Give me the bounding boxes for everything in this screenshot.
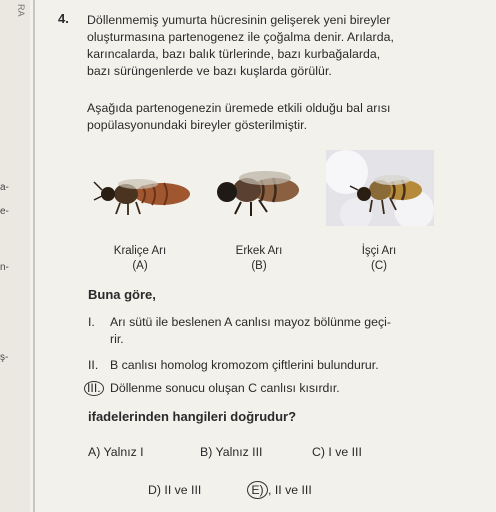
lead-text: Buna göre, <box>88 287 156 302</box>
prompt-line: Aşağıda partenogenezin üremede etkili olduğu bal arısı <box>87 101 391 115</box>
margin-mark: e- <box>0 206 9 217</box>
intro-paragraph <box>87 12 467 80</box>
margin-mark: a- <box>0 182 9 193</box>
option-d[interactable] <box>148 483 201 497</box>
option-letter-circled: E) <box>247 481 268 499</box>
prompt-paragraph <box>87 100 467 134</box>
option-b[interactable] <box>200 445 262 459</box>
bee-label-worker <box>339 244 419 274</box>
prompt-line: popülasyonundaki bireyler gösterilmiştir. <box>87 118 308 132</box>
option-e[interactable] <box>250 481 312 499</box>
bee-letter: (C) <box>371 260 387 272</box>
statement-text: Arı sütü ile beslenen A canlısı mayoz bölünme geçi- <box>110 315 391 329</box>
option-text: , II ve III <box>268 483 312 497</box>
drone-bee-icon <box>205 166 313 220</box>
bee-name: Erkek Arı <box>235 245 283 257</box>
option-letter: D) <box>148 483 161 497</box>
margin-mark: n- <box>0 262 9 273</box>
worker-bee-icon <box>326 150 434 226</box>
intro-line: oluşturmasına partenogenez ile çoğalma denir. Arılarda, <box>87 30 394 44</box>
intro-line: bazı sürüngenlerde ve bazı kuşlarda görülür. <box>87 64 332 78</box>
queen-bee-icon <box>88 170 196 220</box>
margin-mark: ş- <box>0 352 9 363</box>
margin-rule <box>33 0 35 512</box>
statement-1-continued: rir. <box>110 332 124 346</box>
option-c[interactable] <box>312 445 362 459</box>
intro-line: karıncalarda, bazı balık türlerinde, bazı kurbağalarda, <box>87 47 381 61</box>
bee-name: Kraliçe Arı <box>113 245 167 257</box>
question-number: 4. <box>58 11 69 26</box>
circled-roman-mark: III. <box>84 381 104 396</box>
statement-1 <box>88 314 391 331</box>
option-text: Yalnız I <box>103 445 144 459</box>
option-text: I ve III <box>328 445 362 459</box>
left-margin <box>0 0 30 512</box>
intro-line: Döllenmemiş yumurta hücresinin gelişerek yeni bireyler <box>87 13 391 27</box>
option-letter: C) <box>312 445 325 459</box>
statement-roman: I. <box>88 315 95 329</box>
bee-label-queen <box>100 244 180 274</box>
bee-label-drone <box>219 244 299 274</box>
bee-name: İşçi Arı <box>361 245 397 257</box>
statement-text: Döllenme sonucu oluşan C canlısı kısırdır. <box>110 381 340 395</box>
bee-letter: (B) <box>251 260 267 272</box>
option-text: II ve III <box>164 483 202 497</box>
option-letter: A) <box>88 445 101 459</box>
option-letter: B) <box>200 445 213 459</box>
option-text: Yalnız III <box>215 445 263 459</box>
bee-letter: (A) <box>132 260 148 272</box>
statement-2 <box>88 357 379 374</box>
statement-roman: II. <box>88 358 99 372</box>
statement-3 <box>88 380 340 397</box>
question-prompt: ifadelerinden hangileri doğrudur? <box>88 409 297 424</box>
corner-label: RA <box>16 4 26 17</box>
statement-text: B canlısı homolog kromozom çiftlerini bulundurur. <box>110 358 379 372</box>
option-a[interactable] <box>88 445 144 459</box>
